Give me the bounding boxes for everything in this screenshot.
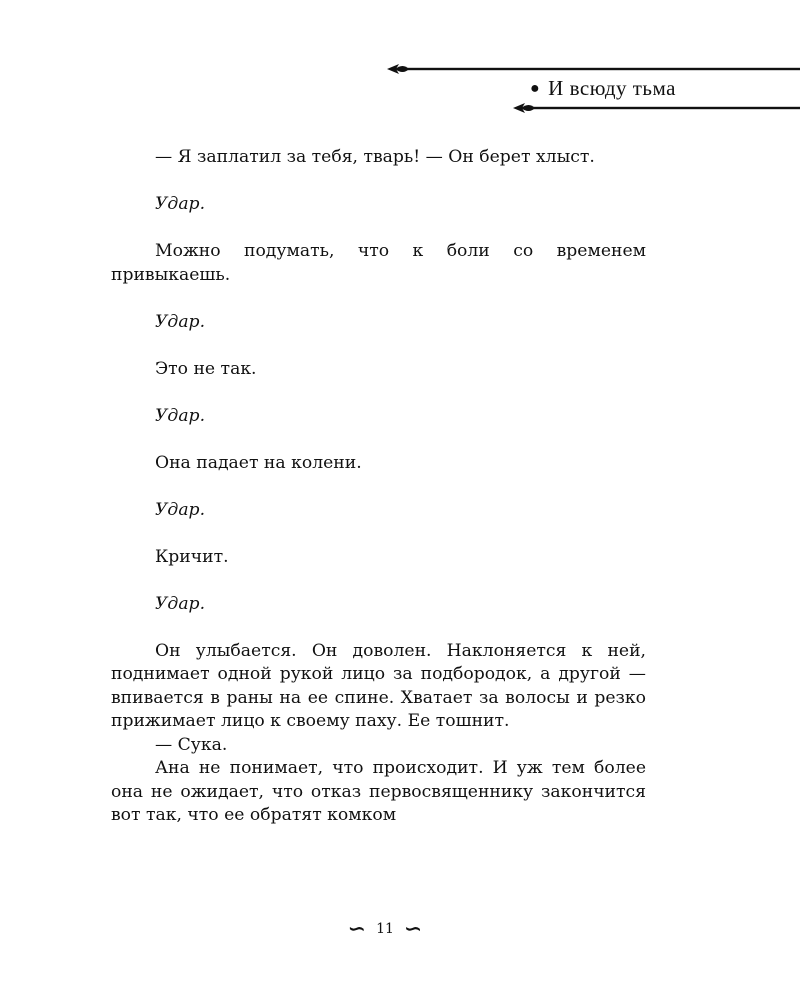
page-number-text: 11 [376, 921, 394, 937]
paragraph: Она падает на колени. [155, 452, 362, 473]
paragraph: Это не так. [155, 358, 257, 379]
paragraph: Удар. [155, 311, 206, 332]
running-title [530, 76, 676, 101]
swash-right-icon: ∽ [403, 916, 423, 942]
body-text [111, 146, 646, 828]
paragraph: Кричит. [155, 546, 229, 567]
paragraph: Он улыбается. Он доволен. Наклоняется к ней, поднимает одной рукой лицо за подбородок, а другой — впивается в раны на ее спине. Хватает за волосы и резко прижимает лицо к своему паху. Ее тошнит. [111, 640, 646, 731]
paragraph: Удар. [155, 405, 206, 426]
paragraph: Удар. [155, 499, 206, 520]
running-title-text: И всюду тьма [548, 76, 676, 100]
paragraph: Удар. [155, 194, 206, 214]
paragraph: — Сука. [155, 734, 228, 755]
paragraph: — Я заплатил за тебя, тварь! — Он берет хлыст. [155, 147, 595, 167]
paragraph: Удар. [155, 593, 206, 614]
swash-left-icon: ∽ [347, 916, 367, 942]
paragraph: Ана не понимает, что происходит. И уж тем более она не ожидает, что отказ первосвященнику закончится вот так, что ее обратят комком [111, 758, 646, 825]
paragraph: Можно подумать, что к боли со временем привыкаешь. [111, 241, 646, 285]
bullet-icon: ● [530, 80, 541, 97]
header-rule-bottom [511, 99, 800, 117]
page-number [330, 916, 440, 942]
